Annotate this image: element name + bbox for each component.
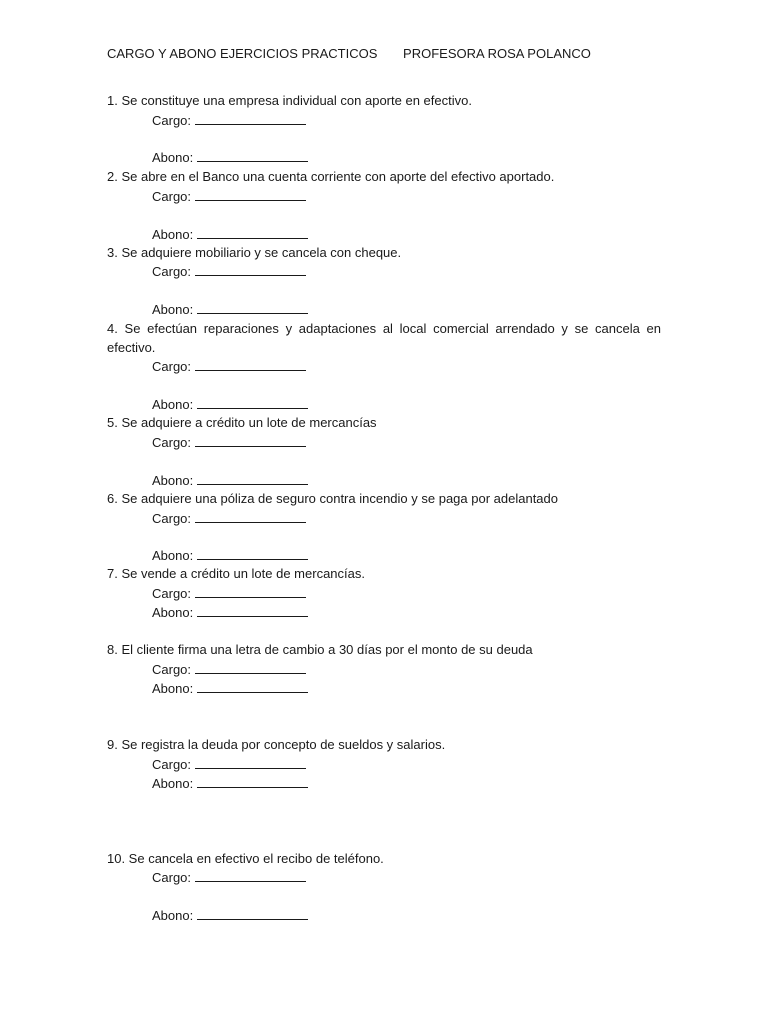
cargo-blank-10[interactable] — [195, 868, 306, 882]
abono-answer-1 — [152, 148, 308, 167]
cargo-blank-5[interactable] — [195, 433, 306, 447]
abono-label: Abono: — [152, 150, 194, 165]
abono-label: Abono: — [152, 227, 194, 242]
abono-blank-9[interactable] — [197, 774, 308, 788]
abono-blank-4[interactable] — [197, 395, 308, 409]
abono-answer-10 — [152, 906, 308, 925]
abono-blank-10[interactable] — [197, 906, 308, 920]
cargo-label: Cargo: — [152, 511, 192, 526]
abono-answer-9 — [152, 774, 308, 793]
cargo-answer-2 — [152, 187, 306, 206]
cargo-blank-2[interactable] — [195, 187, 306, 201]
abono-label: Abono: — [152, 605, 194, 620]
cargo-answer-3 — [152, 262, 306, 281]
cargo-answer-4 — [152, 357, 306, 376]
question-10: 10. Se cancela en efectivo el recibo de teléfono. — [107, 851, 384, 866]
cargo-answer-9 — [152, 755, 306, 774]
abono-blank-6[interactable] — [197, 546, 308, 560]
cargo-blank-6[interactable] — [195, 509, 306, 523]
cargo-answer-6 — [152, 509, 306, 528]
abono-label: Abono: — [152, 397, 194, 412]
cargo-label: Cargo: — [152, 662, 192, 677]
worksheet-title: CARGO Y ABONO EJERCICIOS PRACTICOS — [107, 46, 378, 61]
abono-label: Abono: — [152, 908, 194, 923]
question-4: 4. Se efectúan reparaciones y adaptaciones al local comercial arrendado y se cancela en efectivo. — [107, 321, 661, 355]
cargo-blank-8[interactable] — [195, 660, 306, 674]
abono-answer-8 — [152, 679, 308, 698]
abono-answer-6 — [152, 546, 308, 565]
cargo-label: Cargo: — [152, 189, 192, 204]
cargo-label: Cargo: — [152, 870, 192, 885]
abono-label: Abono: — [152, 681, 194, 696]
abono-blank-7[interactable] — [197, 603, 308, 617]
question-2: 2. Se abre en el Banco una cuenta corriente con aporte del efectivo aportado. — [107, 169, 555, 184]
abono-blank-2[interactable] — [197, 225, 308, 239]
question-8: 8. El cliente firma una letra de cambio a 30 días por el monto de su deuda — [107, 642, 533, 657]
abono-blank-3[interactable] — [197, 300, 308, 314]
abono-answer-4 — [152, 395, 308, 414]
question-5: 5. Se adquiere a crédito un lote de mercancías — [107, 415, 377, 430]
cargo-blank-9[interactable] — [195, 755, 306, 769]
cargo-answer-5 — [152, 433, 306, 452]
cargo-label: Cargo: — [152, 359, 192, 374]
cargo-answer-7 — [152, 584, 306, 603]
abono-answer-5 — [152, 471, 308, 490]
abono-blank-8[interactable] — [197, 679, 308, 693]
cargo-label: Cargo: — [152, 113, 192, 128]
cargo-answer-8 — [152, 660, 306, 679]
abono-label: Abono: — [152, 302, 194, 317]
cargo-answer-10 — [152, 868, 306, 887]
cargo-label: Cargo: — [152, 264, 192, 279]
abono-label: Abono: — [152, 473, 194, 488]
question-1: 1. Se constituye una empresa individual con aporte en efectivo. — [107, 93, 472, 108]
question-9: 9. Se registra la deuda por concepto de sueldos y salarios. — [107, 737, 446, 752]
worksheet-header — [107, 46, 591, 61]
question-6: 6. Se adquiere una póliza de seguro contra incendio y se paga por adelantado — [107, 491, 558, 506]
cargo-label: Cargo: — [152, 586, 192, 601]
question-3: 3. Se adquiere mobiliario y se cancela con cheque. — [107, 245, 402, 260]
cargo-blank-1[interactable] — [195, 111, 306, 125]
cargo-label: Cargo: — [152, 757, 192, 772]
abono-answer-2 — [152, 225, 308, 244]
cargo-answer-1 — [152, 111, 306, 130]
question-7: 7. Se vende a crédito un lote de mercancías. — [107, 566, 365, 581]
abono-label: Abono: — [152, 548, 194, 563]
abono-label: Abono: — [152, 776, 194, 791]
cargo-blank-7[interactable] — [195, 584, 306, 598]
abono-answer-7 — [152, 603, 308, 622]
cargo-label: Cargo: — [152, 435, 192, 450]
abono-answer-3 — [152, 300, 308, 319]
cargo-blank-4[interactable] — [195, 357, 306, 371]
abono-blank-5[interactable] — [197, 471, 308, 485]
cargo-blank-3[interactable] — [195, 262, 306, 276]
abono-blank-1[interactable] — [197, 148, 308, 162]
teacher-name: PROFESORA ROSA POLANCO — [403, 46, 591, 61]
